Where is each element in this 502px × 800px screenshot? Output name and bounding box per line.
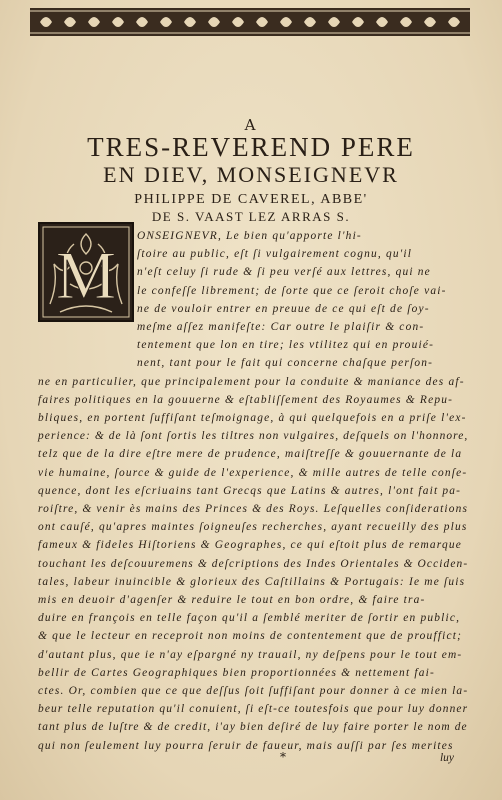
text-line: meſme aſſez manifeſte: Car outre le plaiſir & con- bbox=[137, 321, 425, 333]
signature-mark: * bbox=[280, 750, 286, 764]
text-line: ont cauſé, qu'apres maintes ſoigneuſes recherches, ayant recueilly des plus bbox=[38, 521, 468, 534]
text-line: duire en françois en telle façon qu'il a ſemblé meriter de ſortir en public, bbox=[38, 612, 461, 625]
dedication-title-line-3: PHILIPPE DE CAVEREL, ABBE' bbox=[134, 192, 368, 207]
text-line: d'autant plus, que ie n'ay eſpargné ny trauail, ny deſpens pour le tout em- bbox=[38, 648, 463, 661]
text-line: roiſtre, & venir ès mains des Princes & des Roys. Leſquelles conſiderations bbox=[38, 503, 469, 515]
text-line: nent, tant pour le fait qui concerne chaſque perſon- bbox=[137, 357, 434, 370]
svg-text:M: M bbox=[55, 237, 117, 313]
text-line: quence, dont les eſcriuains tant Grecqs que Latins & autres, l'ont fait pa- bbox=[38, 484, 462, 497]
text-line: faires politiques en la gouuerne & eſtabliſſement des Royaumes & Repu- bbox=[38, 393, 454, 406]
text-line: fameux & fideles Hiſtoriens & Geographes, ce qui eſtoit plus de remarque bbox=[38, 539, 463, 552]
text-line: bliques, en portent ſuffiſant teſmoignage, à qui quelquefois en a priſe l'ex- bbox=[38, 412, 467, 424]
dedication-title-line-4: DE S. VAAST LEZ ARRAS S. bbox=[151, 209, 351, 224]
text-line: tales, labeur inuincible & glorieux des Caſtillains & Portugais: Ie me ſuis bbox=[38, 575, 466, 588]
text-line: tentement que lon en tire; les vtilitez qui en prouié- bbox=[137, 339, 435, 352]
text-line: ONSEIGNEVR, Le bien qu'apporte l'hi- bbox=[137, 230, 362, 242]
dedication-title-line-1: TRES-REVEREND PERE bbox=[87, 132, 415, 162]
catchword: luy bbox=[440, 752, 454, 764]
text-line: ne en particulier, que principalement pour la conduite & maniance des af- bbox=[38, 375, 465, 388]
text-line: vie humaine, ſource & guide de l'experience, & mille autres de telle conſe- bbox=[38, 466, 468, 479]
text-line: n'eſt celuy ſi rude & ſi peu verſé aux lettres, qui ne bbox=[137, 266, 431, 279]
text-line: le confeſſe librement; de ſorte que ce ſeroit choſe vai- bbox=[137, 284, 447, 297]
text-line: mis en deuoir d'agenſer & reduire le tout en bon ordre, & faire tra- bbox=[38, 594, 426, 606]
text-line: ne de vouloir entrer en preuue de ce qui eſt de ſoy- bbox=[137, 302, 430, 315]
text-line: & que le lecteur en receproit non moins de contentement que de prouffict; bbox=[38, 630, 463, 643]
text-line: telz que de la dire eſtre mere de prudence, maiſtreſſe & gouuernante de la bbox=[38, 448, 463, 461]
text-line: beur telle reputation qu'il conuient, ſi eſt-ce toutesfois que pour luy donner bbox=[38, 703, 469, 716]
text-line: touchant les deſcouuremens & deſcriptions des Indes Orientales & Occiden- bbox=[38, 557, 469, 570]
dedication-prefix: A bbox=[244, 116, 258, 134]
dedication-title-line-2: EN DIEV, MONSEIGNEVR bbox=[103, 162, 399, 187]
decorated-initial-m bbox=[38, 222, 134, 322]
text-line: ctes. Or, combien que ce que deſſus ſoit ſuffiſant pour donner à ce mien la- bbox=[38, 685, 469, 697]
text-line: bellir de Cartes Geographiques bien proportionnées & nettement fai- bbox=[38, 666, 435, 679]
text-line: perience: & de là ſont ſortis les tiltres non vulgaires, deſquels on l'honnore, bbox=[38, 430, 469, 443]
fleuron-band-ornament bbox=[30, 8, 470, 36]
text-line: ſtoire au public, eſt ſi vulgairement cognu, qu'il bbox=[137, 248, 413, 261]
text-line: tant plus de luſtre & de credit, i'ay bien deſiré de luy faire porter le nom de bbox=[38, 721, 468, 734]
text-line: qui non ſeulement luy pourra ſeruir de faueur, mais auſſi par ſes merites bbox=[38, 739, 454, 752]
